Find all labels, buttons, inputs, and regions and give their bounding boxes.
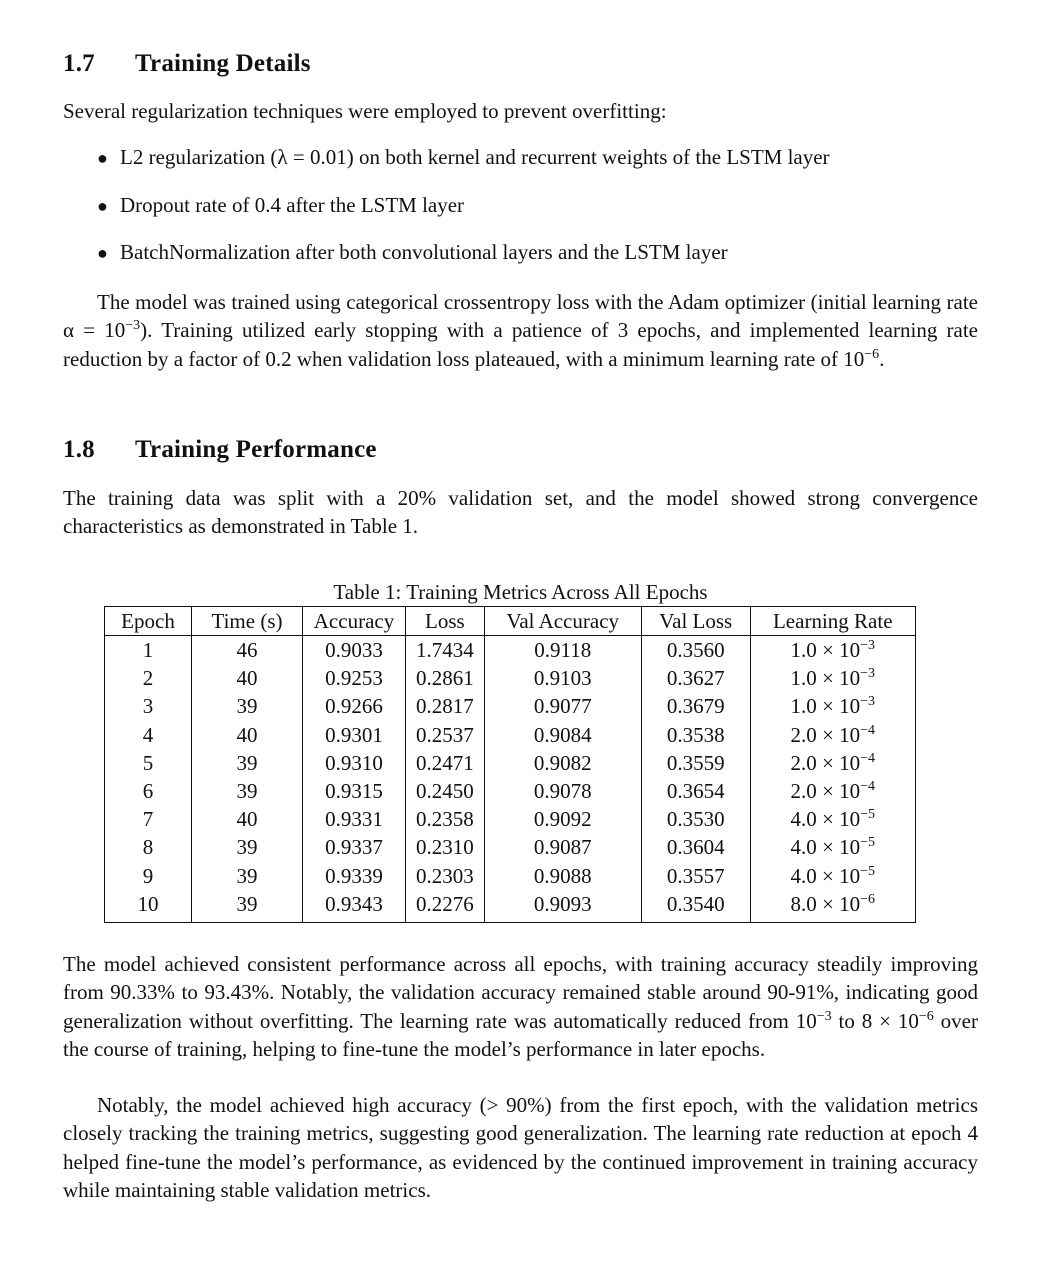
table-cell: 0.2471 (406, 749, 485, 777)
learning-rate-cell: $4.0 \times 10^{-5}$ (750, 862, 915, 890)
table-cell: 0.9253 (303, 664, 406, 692)
table-cell: 0.2358 (406, 805, 485, 833)
table-caption: Table 1: Training Metrics Across All Epochs (333, 580, 708, 604)
table-row (105, 721, 916, 749)
table-row (105, 749, 916, 777)
column-header: Val Loss (641, 607, 750, 636)
table-cell: 39 (192, 777, 303, 805)
table-cell: 0.9084 (484, 721, 641, 749)
table-cell: 0.3530 (641, 805, 750, 833)
table-cell: 0.3604 (641, 833, 750, 861)
column-header: Time (s) (192, 607, 303, 636)
learning-rate-cell: $4.0 \times 10^{-5}$ (750, 833, 915, 861)
table-header-row (105, 607, 916, 636)
table-cell: 0.9310 (303, 749, 406, 777)
table-cell: 0.2310 (406, 833, 485, 861)
table-cell: 0.9118 (484, 636, 641, 665)
column-header: Val Accuracy (484, 607, 641, 636)
bullet-icon: ● (97, 243, 108, 263)
table-cell: 9 (105, 862, 192, 890)
table-cell: 0.3540 (641, 890, 750, 923)
table-cell: 39 (192, 833, 303, 861)
table-cell: 0.2817 (406, 692, 485, 720)
table-cell: 10 (105, 890, 192, 923)
table-cell: 0.9337 (303, 833, 406, 861)
table-cell: 0.9339 (303, 862, 406, 890)
learning-rate-cell: $8.0 \times 10^{-6}$ (750, 890, 915, 923)
learning-rate-cell: $2.0 \times 10^{-4}$ (750, 777, 915, 805)
table-cell: 0.9331 (303, 805, 406, 833)
column-header: Accuracy (303, 607, 406, 636)
metrics-table (104, 606, 916, 923)
column-header: Learning Rate (750, 607, 915, 636)
table-cell: 0.2861 (406, 664, 485, 692)
table-cell: 3 (105, 692, 192, 720)
learning-rate-cell: $1.0 \times 10^{-3}$ (750, 636, 915, 665)
table-body (105, 636, 916, 923)
table-cell: 0.3559 (641, 749, 750, 777)
table-row (105, 692, 916, 720)
table-cell: 0.9077 (484, 692, 641, 720)
section-number: 1.8 (63, 436, 95, 463)
section-heading-1-7 (63, 50, 311, 78)
table-cell: 39 (192, 890, 303, 923)
table-cell: 0.9301 (303, 721, 406, 749)
table-cell: 0.3654 (641, 777, 750, 805)
table-cell: 1 (105, 636, 192, 665)
table-cell: 0.9033 (303, 636, 406, 665)
learning-rate-cell: $4.0 \times 10^{-5}$ (750, 805, 915, 833)
table-row (105, 805, 916, 833)
bullet-icon: ● (97, 148, 108, 168)
table-cell: 0.9103 (484, 664, 641, 692)
bullet-icon: ● (97, 196, 108, 216)
section-number: 1.7 (63, 50, 95, 77)
table-cell: 0.2276 (406, 890, 485, 923)
learning-rate-cell: $1.0 \times 10^{-3}$ (750, 664, 915, 692)
table-row (105, 833, 916, 861)
table-cell: 40 (192, 805, 303, 833)
results-paragraph: The model achieved consistent performance across all epochs, with training accuracy steadily improving from 90.33% to 93.43%. Notably, the validation accuracy remained stable around 90-91%, indicating good generalization without overfitting. The learning rate was automatically reduced from $10^{-3}$ to $8 \times 10^{-6}$ over the course of training, helping to fine-tune the model’s performance in later epochs. (63, 952, 978, 1061)
table-cell: 0.2303 (406, 862, 485, 890)
table-cell: 0.9078 (484, 777, 641, 805)
table-cell: 0.9266 (303, 692, 406, 720)
table-cell: 0.3627 (641, 664, 750, 692)
table-cell: 0.3557 (641, 862, 750, 890)
performance-intro: The training data was split with a 20% validation set, and the model showed strong convergence characteristics as demonstrated in Table 1. (63, 486, 978, 539)
table-cell: 39 (192, 862, 303, 890)
table-cell: 40 (192, 721, 303, 749)
table-cell: 0.9082 (484, 749, 641, 777)
section-title: Training Details (135, 50, 311, 77)
section-heading-1-8 (63, 436, 377, 464)
column-header: Epoch (105, 607, 192, 636)
table-cell: 5 (105, 749, 192, 777)
bullet-item: ● Dropout rate of 0.4 after the LSTM layer (97, 193, 465, 217)
section-title: Training Performance (135, 436, 377, 463)
table-row (105, 636, 916, 665)
table-cell: 0.9315 (303, 777, 406, 805)
table-cell: 0.9087 (484, 833, 641, 861)
table-cell: 39 (192, 692, 303, 720)
table-cell: 0.3538 (641, 721, 750, 749)
table-cell: 7 (105, 805, 192, 833)
table-cell: 0.9092 (484, 805, 641, 833)
table-cell: 2 (105, 664, 192, 692)
column-header: Loss (406, 607, 485, 636)
table-cell: 40 (192, 664, 303, 692)
table-cell: 39 (192, 749, 303, 777)
table-cell: 0.2450 (406, 777, 485, 805)
learning-rate-cell: $2.0 \times 10^{-4}$ (750, 749, 915, 777)
table-row (105, 777, 916, 805)
bullet-item: ● L2 regularization (λ = 0.01) on both kernel and recurrent weights of the LSTM layer (97, 145, 830, 169)
table-cell: 0.3560 (641, 636, 750, 665)
learning-rate-cell: $1.0 \times 10^{-3}$ (750, 692, 915, 720)
conclusion-paragraph: Notably, the model achieved high accuracy (> 90%) from the first epoch, with the validation metrics closely tracking the training metrics, suggesting good generalization. The learning rate reduction at epoch 4 helped fine-tune the model’s performance, as evidenced by the continued improvement in training accuracy while maintaining stable validation metrics. (63, 1093, 978, 1202)
table-cell: 0.3679 (641, 692, 750, 720)
table-row (105, 862, 916, 890)
table-cell: 0.9093 (484, 890, 641, 923)
table-cell: 0.2537 (406, 721, 485, 749)
table-cell: 0.9343 (303, 890, 406, 923)
table-cell: 1.7434 (406, 636, 485, 665)
table-cell: 8 (105, 833, 192, 861)
table-cell: 4 (105, 721, 192, 749)
table-cell: 6 (105, 777, 192, 805)
table-row (105, 890, 916, 923)
training-paragraph: The model was trained using categorical crossentropy loss with the Adam optimizer (initial learning rate $\alpha = 10^{-3}$). Training utilized early stopping with a patience of 3 epochs, and implemented learning rate reduction by a factor of 0.2 when validation loss plateaued, with a minimum learning rate of $10^{-6}$. (63, 290, 978, 371)
table-cell: 0.9088 (484, 862, 641, 890)
table-cell: 46 (192, 636, 303, 665)
regularization-intro: Several regularization techniques were employed to prevent overfitting: (63, 99, 667, 123)
bullet-item: ● BatchNormalization after both convolutional layers and the LSTM layer (97, 240, 728, 264)
table-row (105, 664, 916, 692)
learning-rate-cell: $2.0 \times 10^{-4}$ (750, 721, 915, 749)
